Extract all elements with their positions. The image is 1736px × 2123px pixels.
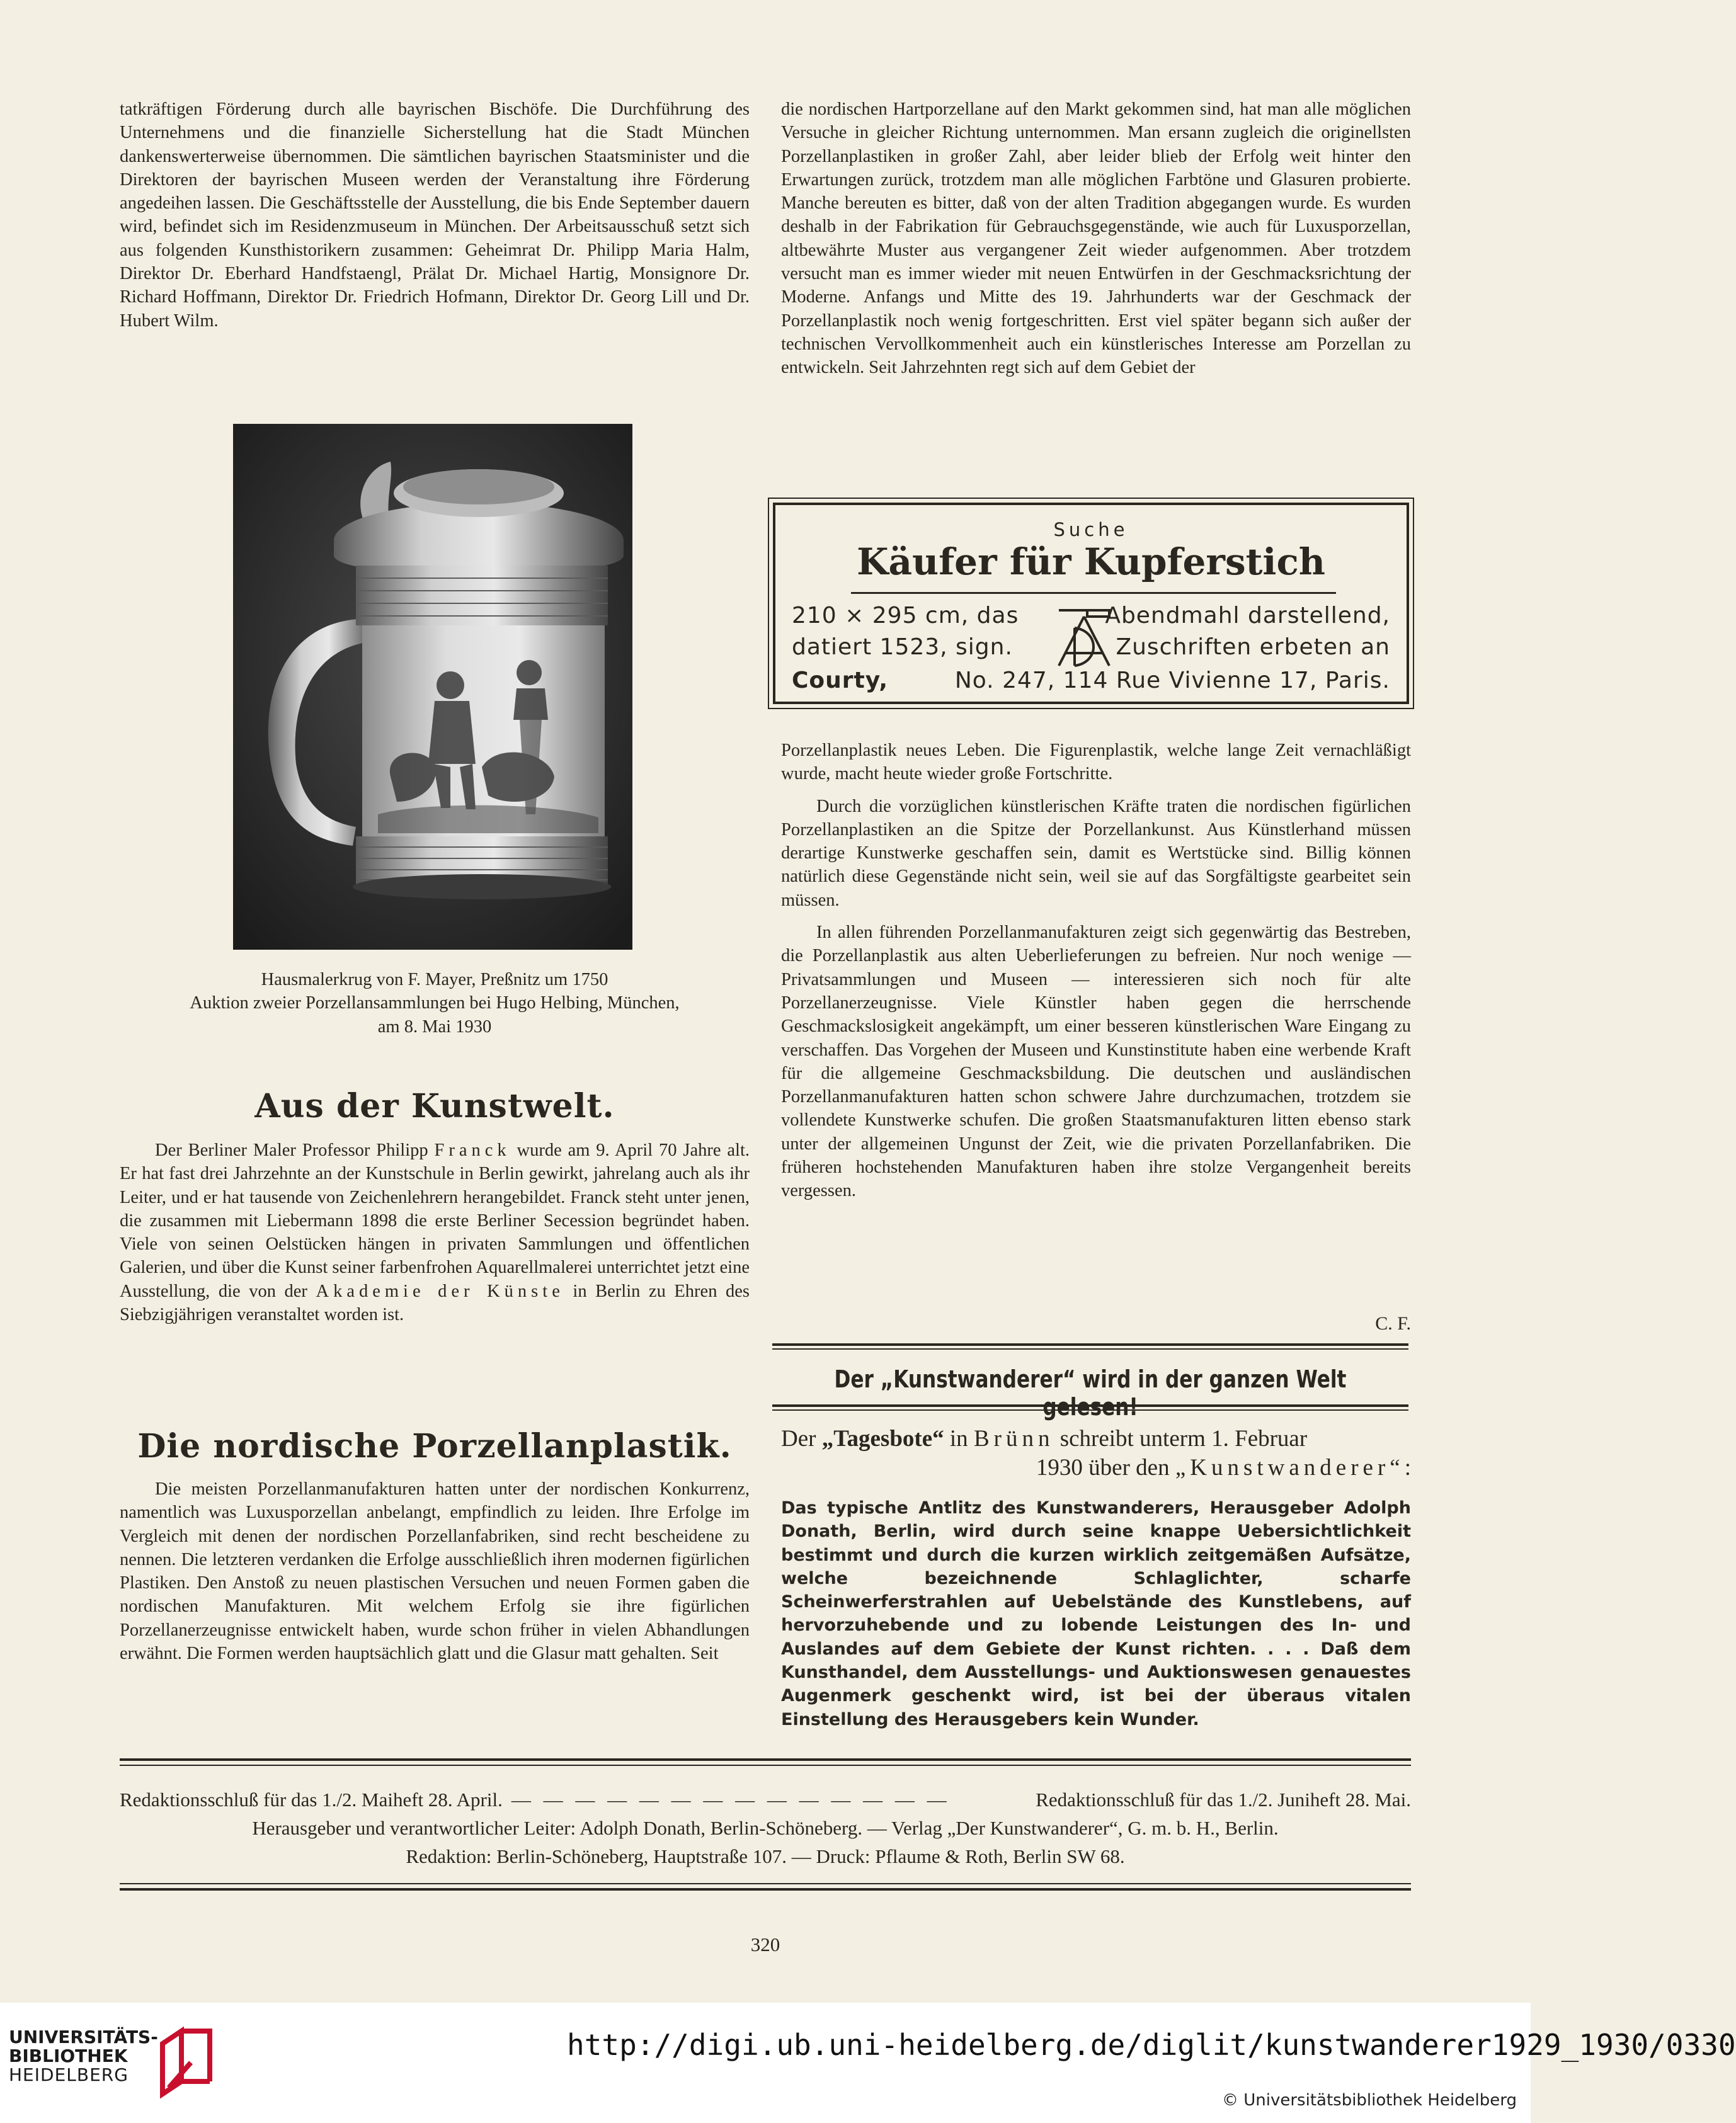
dash-leader: — — — — — — — — — — — — — — [511,1789,951,1811]
text-run: wurde am 9. April 70 Jahre alt. Er hat fast drei Jahrzehnte an der Kunstschule in Berlin gewirkt, jahrelang auch als ihr Leiter, und er hat tausende von Zeichenlehrern herangebildet. Franck steht unter jenen, die zusammen mit Liebermann 1898 die erste Berliner Secession begründet haben. Viele von seinen Oelstücken hängen in privaten Sammlungen und öffentlichen Galerien, und über die Kunst seiner farbenfrohen Aquarellmalerei unterrichtet jetzt eine Ausstellung, die von der [120,1141,750,1301]
document-url-link[interactable]: http://digi.ub.uni-heidelberg.de/diglit/kunstwanderer1929_1930/0330 [567,2028,1736,2062]
footer-rule [120,1765,1411,1766]
banner-rule [772,1404,1408,1411]
spaced-name: Akademie der Künste [316,1281,564,1301]
text-run: in [944,1426,974,1452]
deadline-line [120,1785,1411,1814]
kunstwelt-paragraph [120,1139,750,1326]
magazine-name: „Kunstwanderer“ [1175,1455,1405,1481]
right-column-top [781,98,1411,380]
author-signature: C. F. [1375,1313,1411,1334]
durer-monogram-icon [1046,603,1122,672]
promo-banner: Der „Kunstwanderer“ wird in der ganzen Welt gelesen! [834,1365,1347,1421]
ad-text: 210 × 295 cm, das [792,603,1019,629]
article-continuation-text: tatkräftigen Förderung durch alle bayrischen Bischöfe. Die Durchführung des Unternehmens und die finanzielle Sicherstellung hat die Stadt München dankenswerterweise übernommen. Die sämtlichen bayrischen Staatsminister und die Direktoren der bayrischen Museen werden der Veranstaltung ihre Förderung angedeihen lassen. Die Geschäftsstelle der Ausstellung, die bis Ende September dauern wird, befindet sich im Residenzmuseum in München. Der Arbeitsausschuß setzt sich aus folgenden Kunsthistorikern zusammen: Geheimrat Dr. Philipp Maria Halm, Direktor Dr. Eberhard Handfstaengl, Prälat Dr. Michael Hartig, Monsignore Dr. Richard Hoffmann, Direktor Dr. Friedrich Hofmann, Direktor Dr. Georg Lill und Dr. Hubert Wilm. [120,100,750,331]
advertisement-box [773,503,1409,704]
right-column-middle [781,739,1411,1203]
text-run: in Berlin zu Ehren des Siebzigjährigen veranstaltet worden ist. [120,1281,750,1325]
spaced-name: Franck [434,1141,511,1160]
quote-text: Das typische Antlitz des Kunstwanderers, Herausgeber Adolph Donath, Berlin, wird durch seine knappe Uebersichtlichkeit bestimmt und durch die kurzen wirklich zeitgemäßen Aufsätze, welche bezeichnende Schlaglichter, scharfe Scheinwerferstrahlen auf Uebelstände des Kunstlebens, auf hervorzuhebende und zu lobende Leistungen des In- und Auslandes auf dem Gebiete der Kunst richten. . . . Daß dem Kunsthandel, dem Ausstellungs- und Auktionswesen genauestes Augenmerk geschenkt wird, ist bei der überaus vitalen Einstellung des Herausgebers kein Wunder. [781,1498,1411,1729]
ad-text: Abendmahl darstellend, [1105,603,1390,629]
library-logo-text [9,2028,158,2085]
illustration-caption [120,968,750,1039]
kunstwelt-article [120,1139,750,1326]
tagesbote-quote [781,1496,1411,1731]
ad-address: No. 247, 114 Rue Vivienne 17, Paris. [954,668,1390,693]
caption-line: Hausmalerkrug von F. Mayer, Preßnitz um 1750 [261,970,608,989]
nordische-paragraph: In allen führenden Porzellanmanufakturen zeigt sich gegenwärtig das Bestreben, die Porzellanplastik aus alten Ueberlieferungen zu befreien. Nur noch wenige — Privatsammlungen und Museen — interessieren sich noch für alte Porzellanerzeugnisse. Viele Künstler haben gegen die herrschende Geschmackslosigkeit angekämpft, um einer besseren künstlerischen Ware Eingang zu verschaffen. Das Vorgehen der Museen und Kunstinstitute haben eine werbende Kraft für die allgemeine Geschmacksbildung. Die deutschen und ausländischen Porzellanmanufakturen hatten schon schwere Jahre durchzumachen, trotzdem sie vollendete Kunstwerke schufen. Die großen Staatsmanufakturen litten ebenso stark unter der allgemeinen Ungunst der Zeit, wie die privaten Porzellanfabriken. Die früheren hochstehenden Manufakturen haben ihre stolze Vergangenheit bereits vergessen. [781,923,1411,1201]
ad-text: Zuschriften erbeten an [1116,634,1390,660]
banner-rule [772,1343,1408,1350]
text-run: 1930 über den [1036,1455,1175,1481]
editorial-line: Redaktion: Berlin-Schöneberg, Hauptstraße 107. — Druck: Pflaume & Roth, Berlin SW 68. [406,1845,1125,1867]
text-run: : [1404,1455,1411,1481]
footer-rule [120,1758,1411,1761]
logo-line: HEIDELBERG [9,2064,128,2085]
copyright-notice: © Universitätsbibliothek Heidelberg [1221,2091,1517,2110]
intro-line [781,1425,1411,1454]
publisher-line: Herausgeber und verantwortlicher Leiter: Adolph Donath, Berlin-Schöneberg. — Verlag „Der Kunstwanderer“, G. m. b. H., Berlin. [252,1817,1279,1839]
nordische-continuation-text: die nordischen Hartporzellane auf den Markt gekommen sind, hat man alle möglichen Versuche in gleicher Richtung unternommen. Man ersann zugleich die originellsten Porzellanplastiken in großer Zahl, aber leider blieb der Erfolg weit hinter den Erwartungen zurück, trotzdem man alle möglichen Farbtöne und Glasuren probierte. Manche bereuten es bitter, daß von der alten Tradition abgegangen wurde. Es wurden deshalb in der Fabrikation für Gebrauchsgegenstände, wie auch für Luxusporzellan, altbewährte Muster aus vergangener Zeit wieder aufgenommen. Aber trotzdem versucht man es immer wieder mit neuen Entwürfen in der Geschmacksrichtung der Moderne. Anfangs und Mitte des 19. Jahrhunderts war der Geschmack der Porzellanplastik noch wenig fortgeschritten. Erst viel später begann sich außer der technischen Vervollkommenheit auch ein künstlerisches Interesse am Porzellan zu entwickeln. Seit Jahrzehnten regt sich auf dem Gebiet der [781,100,1411,378]
ad-divider [851,592,1336,594]
nordische-article [120,1477,750,1665]
logo-line: UNIVERSITÄTS- [9,2027,158,2047]
page-number: 320 [750,1933,780,1955]
intro-line [781,1454,1411,1483]
caption-line: am 8. Mai 1930 [377,1016,492,1037]
ad-suche: Suche [1053,519,1129,540]
imprint-footer [120,1785,1411,1870]
library-logo-icon [156,2025,216,2100]
tankard-illustration [233,424,632,950]
left-column [120,98,750,333]
logo-line: BIBLIOTHEK [9,2046,128,2066]
tankard-photograph [233,424,632,950]
ad-name: Courty, [792,668,889,693]
tagesbote-intro [781,1425,1411,1483]
footer-rule [120,1888,1411,1891]
nordische-paragraph: Die meisten Porzellanmanufakturen hatten unter der nordischen Konkurrenz, namentlich was Luxusporzellan anbelangt, empfindlich zu leiden. Ihre Erfolge im Vergleich mit denen der nordischen Porzellanfabriken, sind recht bescheidene zu nennen. Die letzteren verdanken die Erfolge ausschließlich ihren modernen figürlichen Plastiken. Den Anstoß zu neuen plastischen Versuchen und neuen Formen gaben die nordischen Manufakturen. Mit welchem Erfolg sie ihre figürlichen Porzellanerzeugnisse entwickelt haben, wurde schon früher in vielen Abhandlungen erwähnt. Die Formen werden hauptsächlich glatt und die Glasur matt gehalten. Seit [120,1479,750,1664]
library-bar [0,2003,1736,2123]
text-run: schreibt unterm 1. Februar [1054,1426,1308,1452]
newspaper-name: „Tagesbote“ [821,1426,944,1452]
text-run: Der [781,1426,822,1452]
nordische-paragraph: Durch die vorzüglichen künstlerischen Kräfte traten die nordischen figürlichen Porzellanplastiken an die Spitze der Porzellankunst. Aus Künstlerhand müssen derartige Kunstwerke geschaffen sein, damit es Wertstücke sind. Billig können natürlich diese Gegenstände nicht sein, weil sie auf das Sorgfältigste gearbeitet sein müssen. [781,796,1411,910]
ad-text: datiert 1523, sign. [792,634,1013,660]
deadline-june: Redaktionsschluß für das 1./2. Juniheft 28. Mai. [1036,1789,1411,1811]
ad-title: Käufer für Kupferstich [857,540,1325,583]
city-name: Brünn [973,1426,1054,1452]
caption-line: Auktion zweier Porzellansammlungen bei Hugo Helbing, München, [190,993,680,1013]
deadline-may: Redaktionsschluß für das 1./2. Maiheft 28. April. [120,1789,503,1811]
text-run: Der Berliner Maler Professor Philipp [155,1141,435,1160]
footer-rule [120,1883,1411,1884]
section-heading-nordische: Die nordische Porzellanplastik. [137,1427,732,1466]
section-heading-kunstwelt: Aus der Kunstwelt. [254,1087,615,1125]
nordische-paragraph: Porzellanplastik neues Leben. Die Figurenplastik, welche lange Zeit vernachläßigt wurde, macht heute wieder große Fortschritte. [781,741,1411,784]
